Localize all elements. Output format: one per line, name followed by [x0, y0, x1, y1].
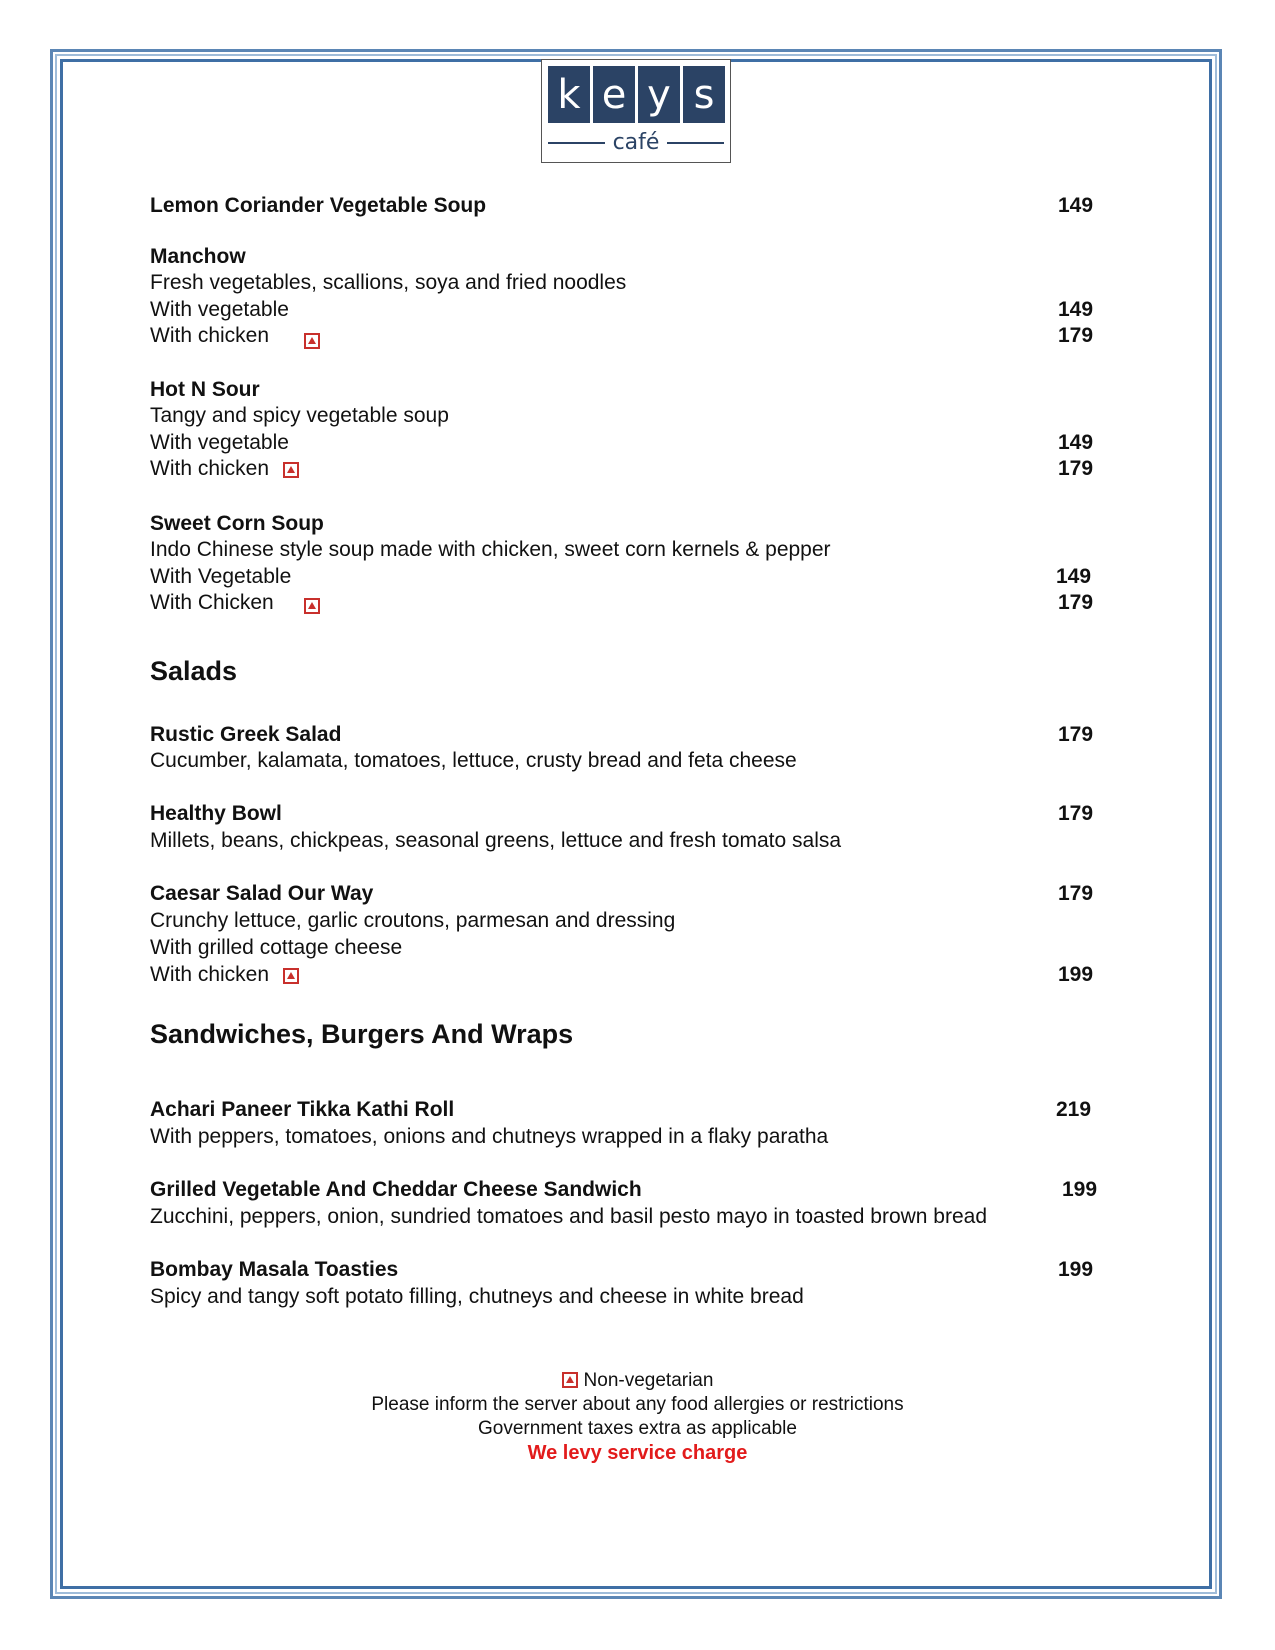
- non-veg-icon: [304, 333, 320, 349]
- section-heading-salads: Salads: [150, 656, 238, 686]
- menu-option-label: With vegetable: [150, 298, 289, 321]
- menu-option-label: With Chicken: [150, 591, 274, 614]
- menu-item-name: Grilled Vegetable And Cheddar Cheese Sandwich: [150, 1178, 642, 1201]
- non-veg-icon: [304, 598, 320, 614]
- menu-item-price: 179: [1058, 723, 1094, 746]
- non-veg-icon: [283, 462, 299, 478]
- menu-item-price: 179: [1058, 802, 1094, 825]
- menu-item-name: Caesar Salad Our Way: [150, 882, 374, 905]
- logo-subtitle: café: [612, 130, 660, 155]
- menu-option-label: With grilled cottage cheese: [150, 936, 403, 959]
- menu-item-description: Zucchini, peppers, onion, sundried tomatoes and basil pesto mayo in toasted brown bread: [150, 1205, 988, 1228]
- menu-option-label: With chicken: [150, 457, 270, 480]
- menu-option-label: With chicken: [150, 324, 270, 347]
- menu-item-name: Bombay Masala Toasties: [150, 1258, 399, 1281]
- logo-letter: y: [638, 66, 680, 123]
- menu-item-description: Crunchy lettuce, garlic croutons, parmesan and dressing: [150, 909, 676, 932]
- menu-item-price: 179: [1058, 882, 1094, 905]
- menu-item-price: 199: [1062, 1178, 1098, 1201]
- menu-item-name: Sweet Corn Soup: [150, 512, 324, 535]
- menu-item-description: Indo Chinese style soup made with chicken, sweet corn kernels & pepper: [150, 538, 831, 561]
- footer-allergy-note: Please inform the server about any food allergies or restrictions: [371, 1394, 904, 1415]
- menu-option-price: 149: [1058, 298, 1094, 321]
- section-heading-sandwiches: Sandwiches, Burgers And Wraps: [150, 1019, 574, 1049]
- menu-item-name: Achari Paneer Tikka Kathi Roll: [150, 1098, 455, 1121]
- menu-option-price: 149: [1058, 431, 1094, 454]
- menu-option-label: With chicken: [150, 963, 270, 986]
- menu-item-name: Manchow: [150, 245, 246, 268]
- logo-rule-left: [548, 142, 605, 144]
- footer-tax-note: Government taxes extra as applicable: [478, 1418, 797, 1439]
- menu-item-price: 149: [1058, 194, 1094, 217]
- menu-item-price: 199: [1058, 1258, 1094, 1281]
- menu-option-price: 179: [1058, 324, 1094, 347]
- logo-letter: k: [548, 66, 590, 123]
- menu-item-description: Tangy and spicy vegetable soup: [150, 404, 449, 427]
- menu-option-price: 149: [1056, 565, 1092, 588]
- menu-item-name: Lemon Coriander Vegetable Soup: [150, 194, 487, 217]
- logo-subtitle-row: [548, 130, 724, 156]
- menu-item-description: Fresh vegetables, scallions, soya and fried noodles: [150, 271, 627, 294]
- menu-item-name: Healthy Bowl: [150, 802, 282, 825]
- menu-item-name: Rustic Greek Salad: [150, 723, 342, 746]
- menu-option-price: 179: [1058, 457, 1094, 480]
- menu-option-label: With vegetable: [150, 431, 289, 454]
- logo-letters: [548, 66, 725, 123]
- logo-rule-right: [667, 142, 724, 144]
- menu-item-description: Cucumber, kalamata, tomatoes, lettuce, crusty bread and feta cheese: [150, 749, 797, 772]
- legend-label: Non-vegetarian: [583, 1370, 714, 1391]
- menu-option-price: 179: [1058, 591, 1094, 614]
- menu-option-price: 199: [1058, 963, 1094, 986]
- logo-letter: s: [683, 66, 725, 123]
- footer-legend: [0, 1369, 1275, 1393]
- menu-item-description: Spicy and tangy soft potato filling, chutneys and cheese in white bread: [150, 1285, 804, 1308]
- menu-item-description: Millets, beans, chickpeas, seasonal greens, lettuce and fresh tomato salsa: [150, 829, 842, 852]
- menu-item-price: 219: [1056, 1098, 1092, 1121]
- menu-item-description: With peppers, tomatoes, onions and chutneys wrapped in a flaky paratha: [150, 1125, 829, 1148]
- menu-option-label: With Vegetable: [150, 565, 292, 588]
- menu-item-name: Hot N Sour: [150, 378, 260, 401]
- footer-service-charge: We levy service charge: [527, 1442, 748, 1464]
- non-veg-icon: [283, 968, 299, 984]
- keys-cafe-logo: [541, 59, 731, 163]
- logo-letter: e: [593, 66, 635, 123]
- non-veg-icon: [562, 1372, 578, 1388]
